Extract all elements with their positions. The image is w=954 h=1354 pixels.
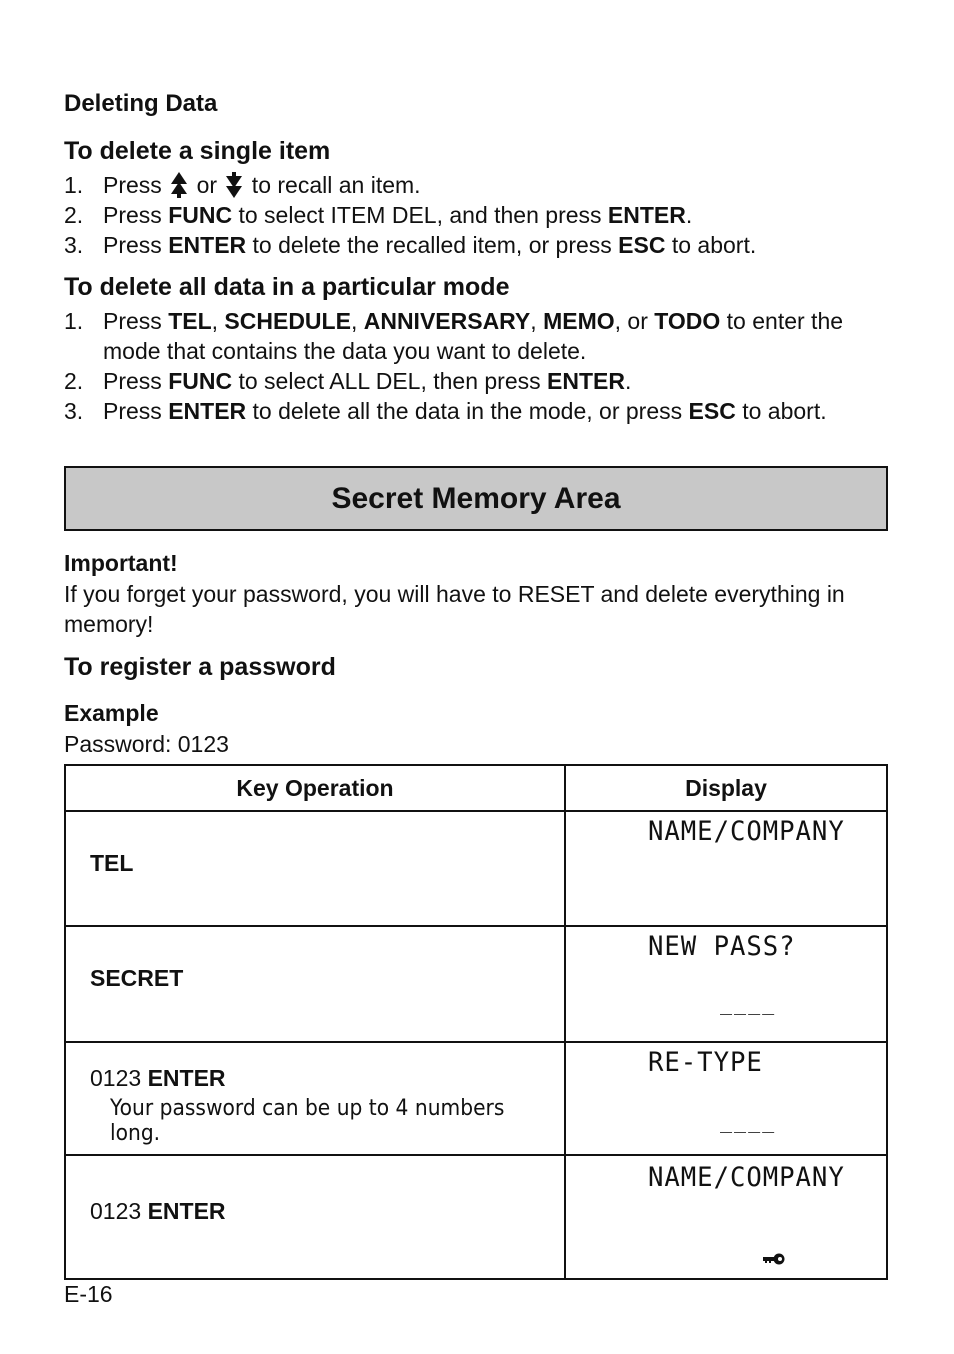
- table-row: [65, 1155, 887, 1279]
- list-item: 2. Press FUNC to select ITEM DEL, and then press ENTER.: [64, 202, 693, 228]
- important-label: Important!: [64, 550, 178, 576]
- double-down-arrow-icon: [225, 172, 243, 198]
- key-operation-note: Your password can be up to 4 numbers long.: [110, 1096, 505, 1146]
- key-operation: 0123 ENTER: [90, 1198, 226, 1224]
- important-text: If you forget your password, you will have to RESET and delete everything in memory!: [64, 581, 845, 637]
- lcd-display-text: NAME/COMPANY: [648, 1162, 845, 1193]
- list-item: 2. Press FUNC to select ALL DEL, then press ENTER.: [64, 368, 632, 394]
- table-row: [65, 811, 887, 926]
- list-item: 1. Press or to recall an item.: [64, 172, 421, 198]
- lcd-input-placeholder: ____: [720, 991, 777, 1015]
- lcd-display-text: NAME/COMPANY: [648, 816, 845, 847]
- lcd-display-text: RE-TYPE: [648, 1047, 763, 1078]
- key-operation: 0123 ENTER: [90, 1065, 226, 1091]
- table-header-row: [65, 765, 887, 811]
- key-operation: SECRET: [90, 965, 184, 991]
- list-item: 3. Press ENTER to delete all the data in the mode, or press ESC to abort.: [64, 398, 827, 424]
- lcd-input-placeholder: ____: [720, 1109, 777, 1133]
- subheading-register: To register a password: [64, 653, 336, 681]
- page-number: E-16: [64, 1281, 113, 1307]
- table-row: [65, 1042, 887, 1155]
- lcd-display-text: NEW PASS?: [648, 931, 796, 962]
- section-title: Deleting Data: [64, 90, 218, 117]
- key-icon: [763, 1252, 785, 1266]
- all-data-steps: [64, 306, 894, 426]
- subheading-all: To delete all data in a particular mode: [64, 273, 510, 301]
- table-row: [65, 926, 887, 1042]
- section-banner: Secret Memory Area: [64, 466, 888, 531]
- double-up-arrow-icon: [170, 172, 188, 198]
- header-key-operation: Key Operation: [65, 765, 565, 811]
- subheading-single: To delete a single item: [64, 137, 331, 165]
- header-display: Display: [565, 765, 887, 811]
- key-operation: TEL: [90, 850, 134, 876]
- key-operation-table: [64, 764, 888, 1280]
- list-item: 3. Press ENTER to delete the recalled item, or press ESC to abort.: [64, 232, 757, 258]
- example-label: Example: [64, 700, 159, 726]
- list-item: 1. Press TEL, SCHEDULE, ANNIVERSARY, MEMO, or TODO to enter the mode that contains the data you want to delete.: [64, 308, 844, 364]
- single-item-steps: [64, 170, 894, 260]
- example-text: Password: 0123: [64, 731, 229, 757]
